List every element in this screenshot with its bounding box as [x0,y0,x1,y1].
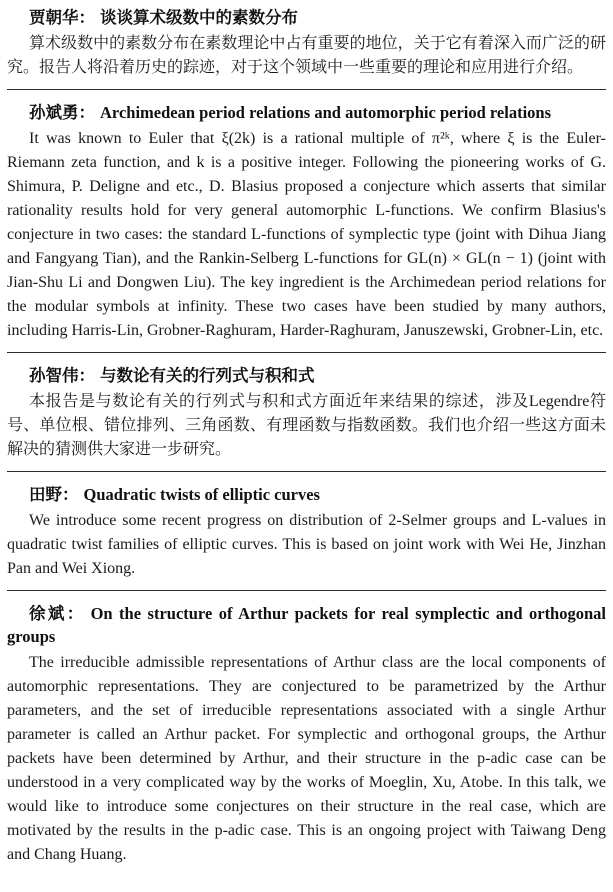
talk-heading [7,6,606,29]
talk-abstract: The irreducible admissible representations of Arthur class are the local components of automorphic representations. They are conjectured to be parametrized by the Arthur parameters, and the set of irreducible representations associated with a single Arthur parameter is called an Arthur packet. For symplectic and orthogonal groups, the Arthur packets have been determined by Arthur, and their structure in the p-adic case can be understood in a very complicated way by the works of Moeglin, Xu, Atobe. In this talk, we would like to introduce some conjectures on their structure in the real case, which are motivated by the results in the p-adic case. This is an ongoing project with Taiwang Deng and Chang Huang. [7,654,606,863]
talk-section-sun-zhiwei [7,364,606,462]
talk-section-sun-binyong [7,101,606,343]
speaker-name: 孙斌勇： [29,103,95,122]
section-divider [7,471,606,472]
talk-title: 谈谈算术级数中的素数分布 [100,8,298,27]
talk-section-tian-ye [7,483,606,581]
talk-title: Quadratic twists of elliptic curves [83,485,320,504]
talk-section-jia-zhaohua [7,6,606,80]
talk-title: 与数论有关的行列式与积和式 [100,366,315,385]
talk-heading [7,101,606,124]
speaker-name: 徐斌： [29,604,86,623]
talk-heading [7,483,606,506]
talk-abstract: We introduce some recent progress on distribution of 2-Selmer groups and L-values in quadratic twist families of elliptic curves. This is based on joint work with Wei He, Jinzhan Pan and Wei Xiong. [7,512,606,577]
talk-heading [7,602,606,648]
speaker-name: 贾朝华： [29,8,95,27]
talk-title: On the structure of Arthur packets for real symplectic and orthogonal groups [7,604,606,646]
section-divider [7,352,606,353]
talk-abstract: It was known to Euler that ξ(2k) is a rational multiple of π²ᵏ, where ξ is the Euler-Riemann zeta function, and k is a positive integer. Following the pioneering works of G. Shimura, P. Deligne and etc., D. Blasius proposed a conjecture which asserts that similar rationality results hold for very general automorphic L-functions. We confirm Blasius's conjecture in two cases: the standard L-functions of symplectic type (joint with Dihua Jiang and Fangyang Tian), and the Rankin-Selberg L-functions for GL(n) × GL(n − 1) (joint with Jian-Shu Li and Dongwen Liu). The key ingredient is the Archimedean period relations for the modular symbols at infinity. These two cases have been studied by many authors, including Harris-Lin, Grobner-Raghuram, Harder-Raghuram, Januszewski, Grobner-Lin, etc. [7,130,606,339]
talk-abstract: 算术级数中的素数分布在素数理论中占有重要的地位，关于它有着深入而广泛的研究。报告人将沿着历史的踪迹，对于这个领域中一些重要的理论和应用进行介绍。 [7,35,606,76]
talk-section-xu-bin [7,602,606,867]
talk-abstract: 本报告是与数论有关的行列式与积和式方面近年来结果的综述，涉及Legendre符号、单位根、错位排列、三角函数、有理函数与指数函数。我们也介绍一些这方面未解决的猜测供大家进一步研究。 [7,393,606,458]
speaker-name: 田野： [29,485,79,504]
section-divider [7,89,606,90]
talk-heading [7,364,606,387]
speaker-name: 孙智伟： [29,366,95,385]
talk-title: Archimedean period relations and automorphic period relations [100,103,552,122]
section-divider [7,590,606,591]
